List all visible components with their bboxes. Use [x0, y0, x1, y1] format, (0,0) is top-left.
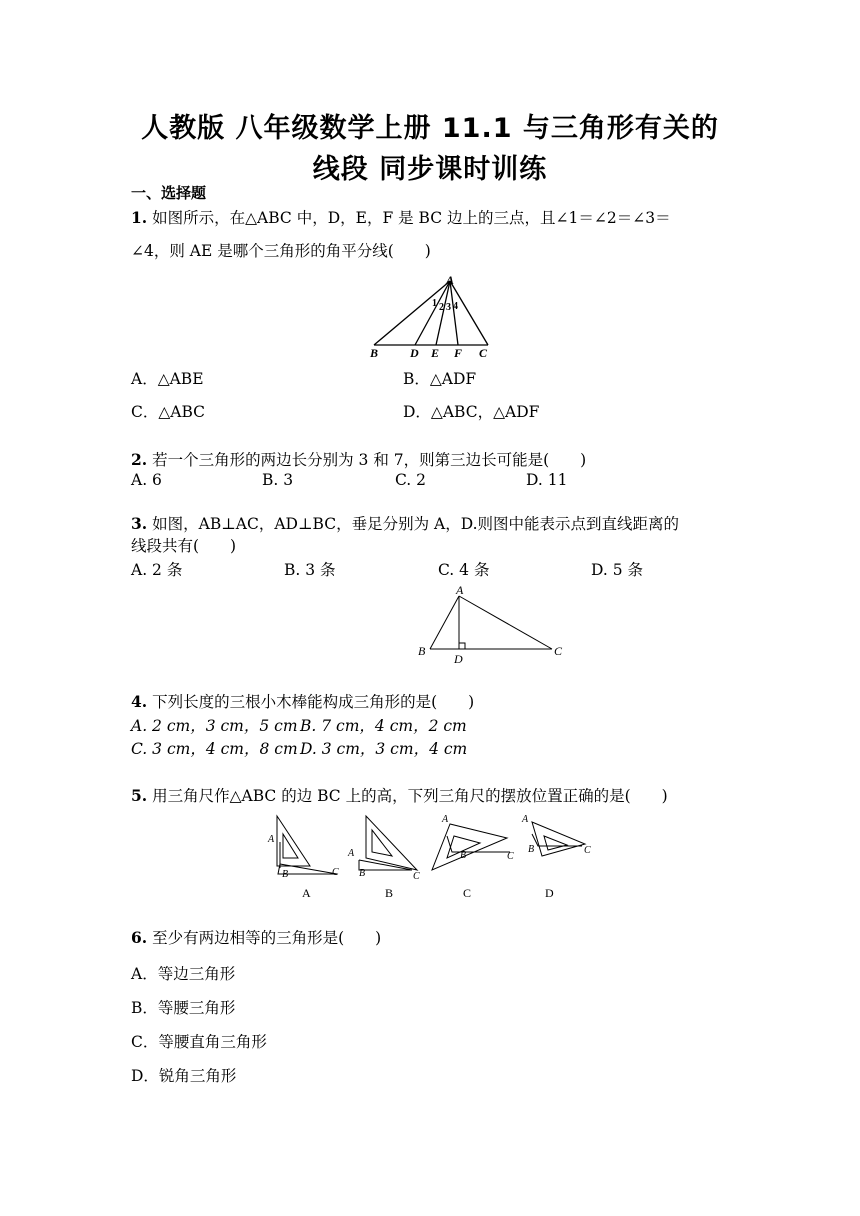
- question-2-option-c: C. 2: [395, 471, 427, 489]
- fig1-label-2: 2: [439, 302, 444, 313]
- question-3-text: [131, 513, 679, 535]
- question-1-number: 1.: [131, 208, 148, 227]
- svg-text:B: B: [460, 850, 467, 861]
- question-3-option-d: D. 5 条: [591, 561, 644, 579]
- question-6-option-d: D．锐角三角形: [131, 1067, 237, 1085]
- fig1-label-e: E: [431, 346, 440, 360]
- fig1-label-d: D: [410, 346, 419, 360]
- fig5-panel-c: [432, 824, 510, 870]
- fig5-caption-b: B: [385, 886, 394, 900]
- fig3-label-d: D: [454, 652, 463, 666]
- question-1-figure: [368, 272, 498, 362]
- fig3-label-b: B: [418, 644, 426, 658]
- question-1-text: [131, 207, 671, 229]
- svg-text:A: A: [348, 848, 355, 859]
- fig3-label-a: A: [456, 583, 464, 597]
- fig1-label-a: A: [446, 273, 455, 287]
- question-3-option-b: B. 3 条: [284, 561, 336, 579]
- fig1-label-3: 3: [446, 302, 451, 313]
- question-6-option-b: B．等腰三角形: [131, 999, 236, 1017]
- question-5-number: 5.: [131, 786, 148, 805]
- fig1-label-1: 1: [432, 298, 437, 309]
- fig1-label-c: C: [479, 346, 488, 360]
- question-6-text: [131, 927, 381, 949]
- svg-text:C: C: [584, 845, 591, 856]
- question-4-text: [131, 691, 474, 713]
- question-1-line2: ∠4，则 AE 是哪个三角形的角平分线( ): [131, 242, 431, 260]
- question-3-line2: 线段共有( ): [131, 537, 237, 555]
- question-4-number: 4.: [131, 692, 148, 711]
- question-4-option-d: D. 3 cm，3 cm，4 cm: [300, 740, 468, 758]
- question-5-text: [131, 785, 668, 807]
- svg-text:B: B: [528, 844, 535, 855]
- question-5-line1: 用三角尺作△ABC 的边 BC 上的高，下列三角尺的摆放位置正确的是( ): [152, 787, 668, 805]
- question-5-figure: [262, 808, 612, 903]
- question-6-option-c: C．等腰直角三角形: [131, 1033, 267, 1051]
- question-4-option-b: B. 7 cm，4 cm，2 cm: [300, 717, 467, 735]
- svg-text:C: C: [413, 871, 420, 882]
- question-6-option-a: A．等边三角形: [131, 965, 236, 983]
- question-1-option-c: C．△ABC: [131, 403, 206, 421]
- svg-text:C: C: [507, 851, 514, 862]
- svg-text:A: A: [442, 814, 449, 825]
- question-6-number: 6.: [131, 928, 148, 947]
- page-title-line1: 人教版 八年级数学上册 11.1 与三角形有关的: [141, 113, 719, 144]
- fig1-label-4: 4: [453, 301, 458, 312]
- fig5-caption-c: C: [463, 886, 472, 900]
- question-2-option-d: D. 11: [526, 471, 568, 489]
- question-3-number: 3.: [131, 514, 148, 533]
- fig1-label-f: F: [454, 346, 463, 360]
- fig5-caption-d: D: [545, 886, 554, 900]
- fig1-label-b: B: [370, 346, 379, 360]
- question-4-option-a: A. 2 cm，3 cm，5 cm: [131, 717, 298, 735]
- fig5-panel-a: [277, 816, 337, 874]
- fig5-panel-b: [359, 816, 417, 870]
- question-1-line1: 如图所示，在△ABC 中，D，E，F 是 BC 边上的三点，且∠1＝∠2＝∠3＝: [152, 209, 671, 227]
- question-1-option-d: D．△ABC，△ADF: [403, 403, 540, 421]
- svg-text:B: B: [282, 869, 289, 880]
- question-6-line1: 至少有两边相等的三角形是( ): [152, 929, 382, 947]
- question-1-option-b: B．△ADF: [403, 370, 477, 388]
- svg-text:A: A: [522, 814, 529, 825]
- question-2-text: [131, 449, 586, 471]
- section-heading: 一、选择题: [131, 184, 207, 202]
- question-4-option-c: C. 3 cm，4 cm，8 cm: [131, 740, 298, 758]
- fig5-caption-a: A: [302, 886, 311, 900]
- question-4-line1: 下列长度的三根小木棒能构成三角形的是( ): [152, 693, 475, 711]
- question-3-figure: [412, 580, 572, 670]
- question-1-option-a: A．△ABE: [131, 370, 204, 388]
- question-2-option-a: A. 6: [131, 471, 162, 489]
- question-2-number: 2.: [131, 450, 148, 469]
- page-title-line2: 线段 同步课时训练: [312, 154, 548, 185]
- fig5-panel-d: [532, 822, 585, 856]
- question-3-line1: 如图，AB⊥AC，AD⊥BC，垂足分别为 A，D.则图中能表示点到直线距离的: [152, 515, 679, 533]
- question-2-option-b: B. 3: [262, 471, 294, 489]
- question-2-line1: 若一个三角形的两边长分别为 3 和 7，则第三边长可能是( ): [152, 451, 587, 469]
- fig3-label-c: C: [554, 644, 563, 658]
- question-3-option-c: C. 4 条: [438, 561, 490, 579]
- svg-text:A: A: [268, 834, 275, 845]
- question-3-option-a: A. 2 条: [131, 561, 183, 579]
- svg-text:C: C: [332, 867, 339, 878]
- svg-text:B: B: [359, 868, 366, 879]
